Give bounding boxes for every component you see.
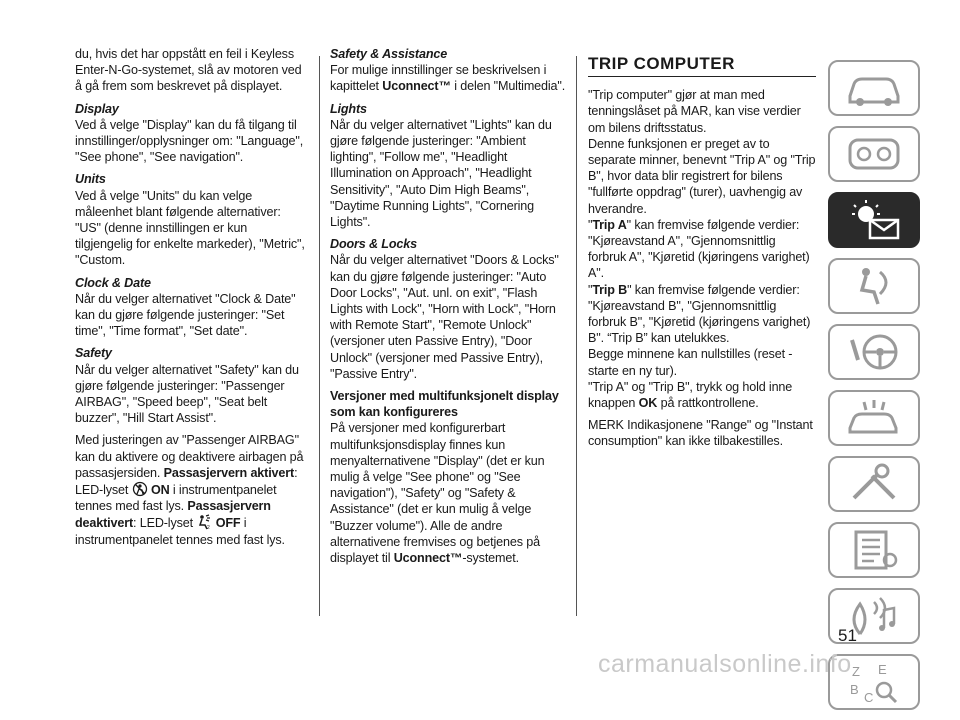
multifunction-heading: Versjoner med multifunksjonelt display som kan konfigureres bbox=[330, 389, 559, 420]
airbag-on-label: ON bbox=[150, 483, 170, 498]
airbag-icon bbox=[844, 264, 904, 308]
watermark: carmanualsonline.info bbox=[598, 650, 852, 678]
airbag-off-indicator-icon bbox=[132, 481, 148, 497]
press-text bbox=[588, 379, 816, 411]
assist-text-2: i delen "Multimedia". bbox=[454, 79, 566, 94]
section-title: TRIP COMPUTER bbox=[588, 54, 735, 73]
car-accident-icon bbox=[844, 396, 904, 440]
clock-text: Når du velger alternativet "Clock & Date" kan du gjøre følgende justeringer: "Set time", "Time format", "Set date". bbox=[75, 291, 296, 339]
uconnect-label-2: Uconnect™ bbox=[393, 551, 463, 566]
tab-safety[interactable] bbox=[828, 258, 920, 314]
svg-text:2: 2 bbox=[207, 525, 210, 531]
airbag-active-label: Passasjervern aktivert bbox=[163, 465, 295, 480]
display-heading: Display bbox=[75, 101, 119, 116]
car-icon bbox=[844, 66, 904, 110]
trip-a-label: Trip A bbox=[592, 217, 627, 232]
airbag-text-1: Med justeringen av "Passenger AIRBAG" kan du aktivere og deaktivere airbagen på passasjersiden. bbox=[75, 433, 304, 480]
note-text: MERK Indikasjonene "Range" og "Instant consumption" kan ikke tilbakestilles. bbox=[588, 418, 813, 449]
doors-text: Når du velger alternativet "Doors & Locks" kan du gjøre følgende justeringer: "Auto Door Locks", "Aut. unl. on exit", "Flash Lights with Lock", "Horn with Lock", "Horn with Remote Start", "Remote Unlock" (versjoner uten Passive Entry), "Door Unlock" (versjoner med Passive Entry), "Passive Entry". bbox=[330, 253, 559, 381]
dashboard-icon bbox=[844, 132, 904, 176]
airbag-deactivated-label: Passasjervern deaktivert bbox=[75, 499, 271, 531]
column-2 bbox=[330, 46, 566, 572]
light-message-icon bbox=[844, 198, 904, 242]
airbag-text-4: LED-lyset bbox=[139, 516, 193, 531]
specifications-icon bbox=[844, 528, 904, 572]
safety-assistance-text bbox=[330, 62, 566, 94]
column-divider bbox=[319, 56, 320, 616]
airbag-text-3: i instrumentpanelet tennes med fast lys. bbox=[75, 483, 277, 514]
tab-dashboard[interactable] bbox=[828, 126, 920, 182]
trip-a-text bbox=[588, 217, 816, 282]
svg-text:E: E bbox=[878, 662, 887, 677]
multi-text-1: På versjoner med konfigurerbart multifunksjonsdisplay finnes kun menyalternativene "Display" (det er kun mulig å velge "See phone" og "See navigation"), "Safety" og "Safety & Assistance" (det er kun mulig å velge "Buzzer volume"). Alle de andre alternativene fremvises og betjenes på displayet til bbox=[330, 421, 545, 566]
svg-text:B: B bbox=[850, 682, 859, 697]
tab-starting-driving[interactable] bbox=[828, 324, 920, 380]
units-text: Ved å velge "Units" du kan velge måleenhet blant følgende alternativer: "US" (denne innstillingen er kun tilgjengelig for enkelte markeder), "Metric", "Custom. bbox=[75, 188, 305, 268]
display-text: Ved å velge "Display" kan du få tilgang til innstillinger/opplysninger om: "Language", "See phone", "See navigation". bbox=[75, 117, 304, 165]
clock-heading: Clock & Date bbox=[75, 275, 151, 290]
index-icon bbox=[844, 660, 904, 704]
column-3 bbox=[588, 46, 816, 456]
trip-b-quote: " bbox=[588, 282, 593, 297]
svg-text:C: C bbox=[864, 690, 874, 704]
ok-button-label: OK bbox=[638, 396, 658, 411]
tab-emergency[interactable] bbox=[828, 390, 920, 446]
passenger-airbag-icon bbox=[196, 514, 212, 530]
trip-memory-text: Denne funksjonen er preget av to separate minner, benevnt "Trip A" og "Trip B", hvor data blir registrert for bilens "fullførte oppdrag" (turer), uavhengig av hverandre. bbox=[588, 136, 816, 216]
press-text-2: på rattkontrollene. bbox=[660, 396, 759, 411]
tab-maintenance[interactable] bbox=[828, 456, 920, 512]
units-heading: Units bbox=[75, 172, 106, 187]
steering-wheel-icon bbox=[844, 330, 904, 374]
trip-intro-text: "Trip computer" gjør at man med tenningslåset på MAR, kan vise verdier om bilens driftsstatus. bbox=[588, 88, 801, 135]
safety-assistance-heading: Safety & Assistance bbox=[330, 47, 448, 61]
tab-car[interactable] bbox=[828, 60, 920, 116]
svg-text:Z: Z bbox=[852, 664, 860, 679]
uconnect-label: Uconnect™ bbox=[382, 79, 451, 94]
trip-b-label: Trip B bbox=[592, 282, 628, 297]
assist-text-1: For mulige innstillinger se beskrivelsen i kapittelet bbox=[330, 63, 547, 94]
chapter-tabs bbox=[828, 60, 928, 720]
column-divider-2 bbox=[576, 56, 577, 616]
airbag-text-5: i instrumentpanelet tennes med fast lys. bbox=[75, 516, 285, 547]
airbag-off-label: OFF bbox=[215, 516, 241, 531]
airbag-text-2: LED-lyset bbox=[75, 483, 129, 498]
title-rule bbox=[588, 76, 816, 77]
multi-text-2: -systemet. bbox=[462, 551, 519, 566]
lights-text: Når du velger alternativet "Lights" kan du gjøre følgende justeringer: "Ambient lighting", "Follow me", "Headlight Illumination on Approach", "Headlight Sensitivity", "Auto Dim High Beams", "Daytime Running Lights", "Cornering Lights". bbox=[330, 117, 552, 230]
tools-icon bbox=[844, 462, 904, 506]
reset-text: Begge minnene kan nullstilles (reset - starte en ny tur). bbox=[588, 347, 793, 378]
column-1 bbox=[75, 46, 307, 554]
airbag-paragraph: Med justeringen av "Passenger AIRBAG" kan du aktivere og deaktivere airbagen på passasjersiden. Passasjervern aktivert: LED-lyset ON i instrumentpanelet tennes med fast lys. Passasjervern deaktivert: LED-lyset 2 OFF i instrumentpanelet tennes med fast lys. bbox=[75, 433, 304, 547]
doors-heading: Doors & Locks bbox=[330, 237, 417, 252]
trip-b-text bbox=[588, 282, 816, 347]
safety-heading: Safety bbox=[75, 346, 112, 361]
safety-text: Når du velger alternativet "Safety" kan du gjøre følgende justeringer: "Passenger AIRBAG", "Speed beep", "Seat belt buzzer", "Hill Start Assist". bbox=[75, 362, 299, 426]
intro-text: du, hvis det har oppstått en feil i Keyless Enter-N-Go-systemet, slå av motoren ved å gå frem som beskrevet på displayet. bbox=[75, 47, 302, 94]
trip-a-values: " kan fremvise følgende verdier: "Kjøreavstand A", "Gjennomsnittlig forbruk A", "Kjøretid (kjøringens varighet) A". bbox=[588, 217, 810, 281]
tab-lights-messages[interactable] bbox=[828, 192, 920, 248]
press-text-1: "Trip A" og "Trip B", trykk og hold inne knappen bbox=[588, 379, 793, 411]
page-number: 51 bbox=[838, 626, 857, 645]
multifunction-text bbox=[330, 420, 566, 566]
trip-a-quote: " bbox=[588, 217, 593, 232]
tab-technical-data[interactable] bbox=[828, 522, 920, 578]
lights-heading: Lights bbox=[330, 101, 367, 116]
trip-b-values: " kan fremvise følgende verdier: "Kjøreavstand B", "Gjennomsnittlig forbruk B", "Kjøretid (kjøringens varighet) B". “Trip B” kan utelukkes. bbox=[588, 282, 811, 346]
